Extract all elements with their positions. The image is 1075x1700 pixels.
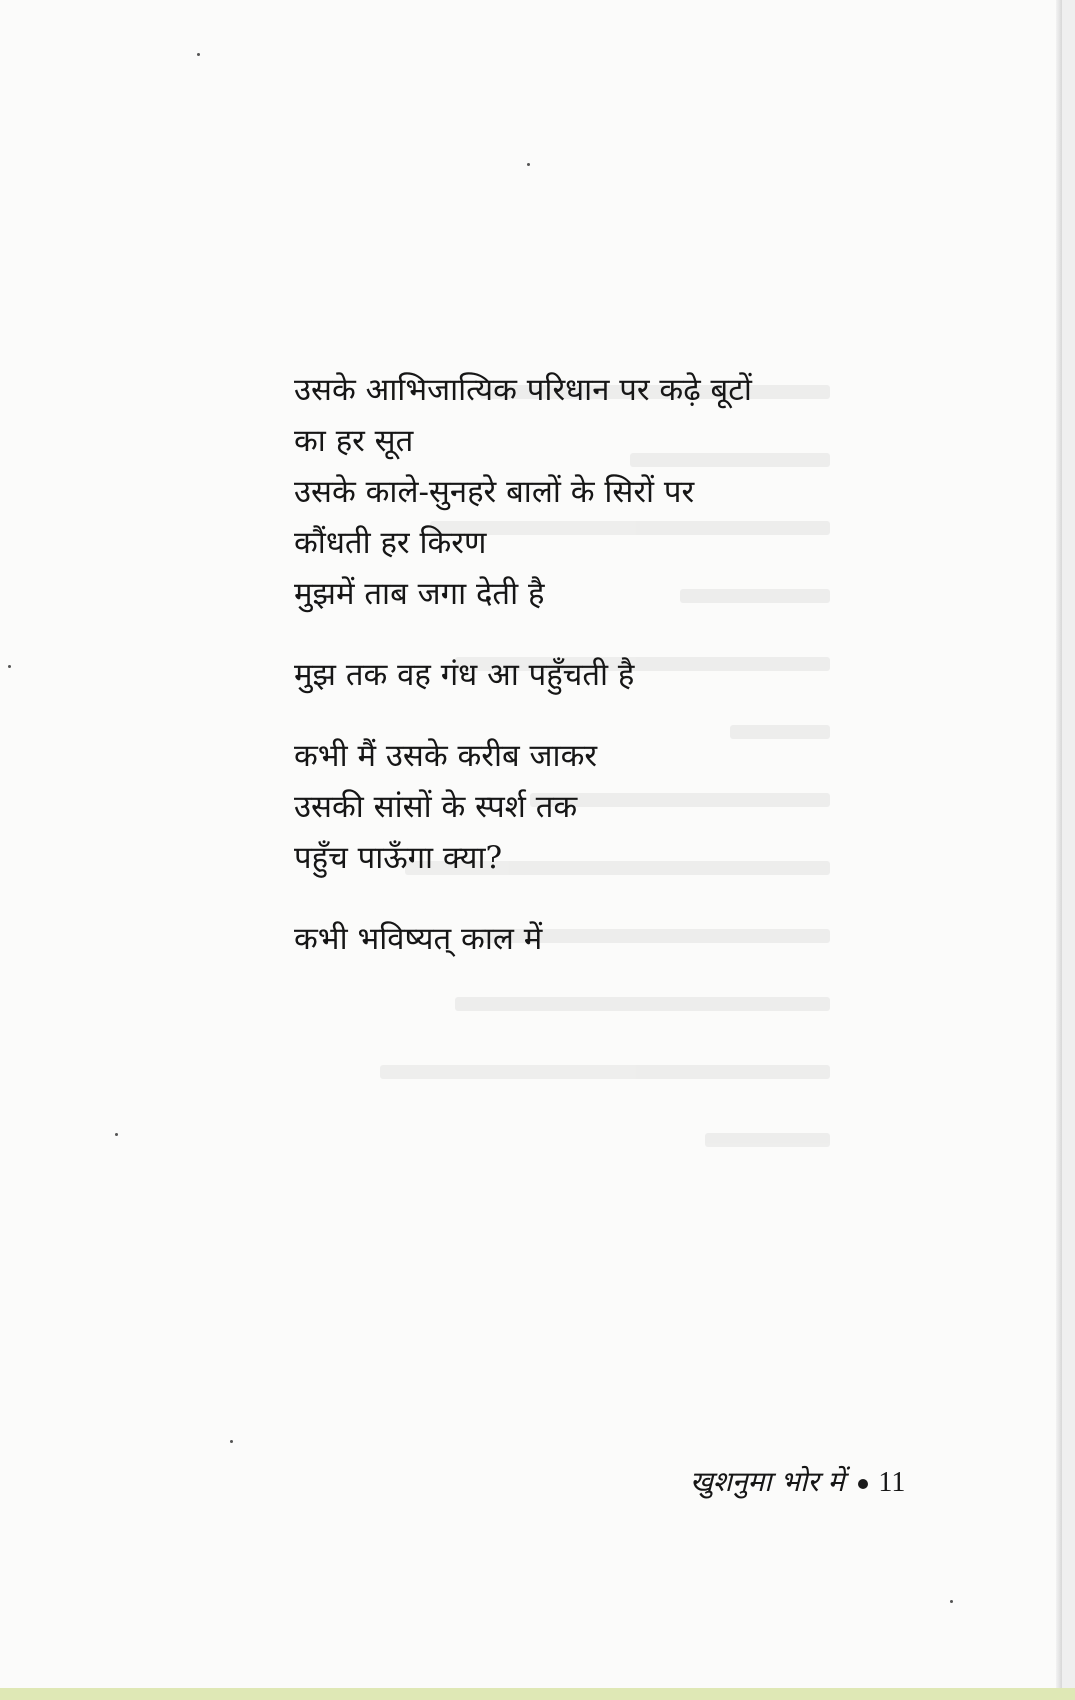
poem-line: पहुँच पाऊँगा क्या?	[294, 840, 503, 876]
paper-speck	[527, 163, 530, 166]
poem-line: उसके आभिजात्यिक परिधान पर कढ़े बूटों	[294, 372, 752, 408]
page-footer	[690, 1462, 950, 1502]
poem-line: उसकी सांसों के स्पर्श तक	[294, 789, 578, 825]
stanza-2	[294, 650, 814, 701]
poem-line: का हर सूत	[294, 423, 414, 459]
poem-line: कभी भविष्यत् काल में	[294, 921, 543, 957]
poem-line: कौंधती हर किरण	[294, 525, 487, 561]
poem-line: मुझमें ताब जगा देती है	[294, 576, 545, 612]
stanza-4	[294, 914, 814, 965]
poem-line: मुझ तक वह गंध आ पहुँचती है	[294, 657, 635, 693]
paper-speck	[950, 1600, 953, 1603]
running-book-title: खुशनुमा भोर में	[690, 1465, 845, 1498]
paper-speck	[230, 1440, 233, 1443]
page-edge-shadow	[1056, 0, 1062, 1690]
bullet-separator	[858, 1479, 868, 1489]
poem-line: कभी मैं उसके करीब जाकर	[294, 738, 598, 774]
stanza-3	[294, 731, 814, 884]
scanner-edge-strip	[0, 1688, 1075, 1700]
page-number: 11	[878, 1467, 906, 1498]
paper-speck	[115, 1133, 118, 1136]
poem-line: उसके काले-सुनहरे बालों के सिरों पर	[294, 474, 695, 510]
paper-speck	[197, 53, 200, 56]
poem	[294, 365, 814, 995]
paper-speck	[8, 665, 11, 668]
stanza-1	[294, 365, 814, 620]
